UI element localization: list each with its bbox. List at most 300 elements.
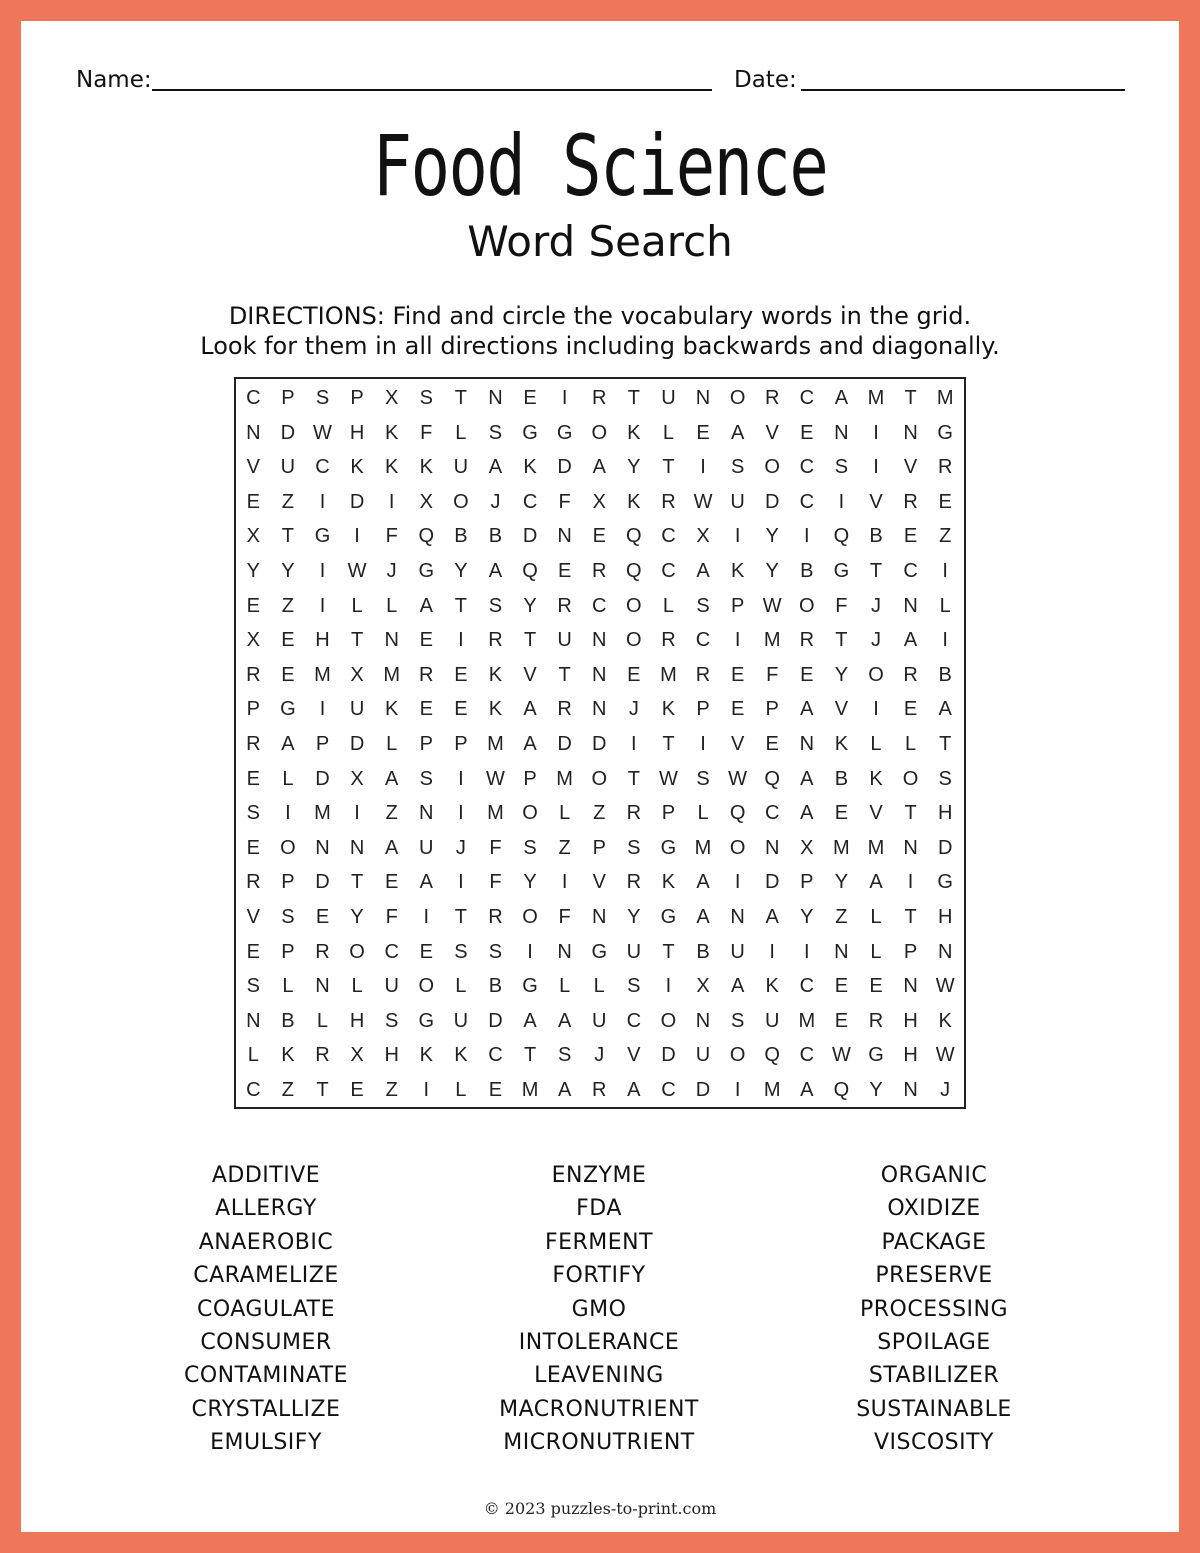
grid-letter[interactable]: W [693, 490, 713, 513]
grid-letter[interactable]: T [523, 1044, 537, 1067]
grid-letter[interactable]: D [557, 456, 572, 479]
grid-letter[interactable]: L [697, 802, 709, 825]
grid-letter[interactable]: C [799, 975, 815, 998]
grid-letter[interactable]: K [661, 698, 676, 721]
grid-letter[interactable]: I [769, 940, 775, 963]
grid-letter[interactable]: F [489, 836, 502, 859]
grid-letter[interactable]: A [557, 1079, 572, 1101]
grid-letter[interactable]: J [594, 1044, 605, 1067]
grid-letter[interactable]: X [696, 975, 710, 998]
grid-letter[interactable]: R [661, 490, 676, 513]
grid-letter[interactable]: Y [869, 1079, 883, 1101]
grid-letter[interactable]: I [319, 698, 326, 721]
grid-letter[interactable]: I [734, 525, 741, 548]
grid-letter[interactable]: G [660, 836, 677, 859]
grid-letter[interactable]: P [246, 698, 260, 721]
grid-letter[interactable]: I [423, 906, 430, 928]
grid-letter[interactable]: F [385, 906, 398, 928]
grid-letter[interactable]: N [730, 906, 745, 928]
grid-letter[interactable]: N [246, 1009, 261, 1032]
grid-letter[interactable]: I [873, 421, 879, 444]
grid-letter[interactable]: X [350, 767, 364, 790]
grid-letter[interactable]: N [557, 525, 572, 548]
grid-letter[interactable]: D [315, 871, 330, 894]
grid-letter[interactable]: G [556, 421, 573, 444]
grid-letter[interactable]: L [559, 802, 571, 825]
grid-letter[interactable]: S [246, 975, 260, 998]
grid-letter[interactable]: L [351, 975, 363, 998]
grid-letter[interactable]: Z [281, 1079, 294, 1101]
grid-letter[interactable]: K [627, 421, 641, 444]
grid-letter[interactable]: R [246, 733, 261, 755]
grid-letter[interactable]: Y [246, 560, 260, 582]
grid-letter[interactable]: I [561, 387, 568, 409]
name-field[interactable] [152, 89, 712, 91]
grid-letter[interactable]: E [246, 767, 260, 790]
grid-letter[interactable]: D [764, 490, 780, 513]
grid-letter[interactable]: A [730, 975, 745, 998]
grid-letter[interactable]: Q [764, 767, 780, 790]
grid-letter[interactable]: D [315, 767, 330, 790]
grid-letter[interactable]: K [938, 1009, 952, 1032]
grid-letter[interactable]: B [696, 940, 710, 963]
grid-letter[interactable]: N [834, 421, 849, 444]
grid-letter[interactable]: N [834, 940, 849, 963]
grid-letter[interactable]: E [696, 421, 710, 444]
grid-letter[interactable]: G [591, 940, 608, 963]
grid-letter[interactable]: A [419, 594, 433, 617]
grid-letter[interactable]: X [350, 1044, 364, 1067]
grid-letter[interactable]: D [764, 871, 780, 894]
grid-letter[interactable]: W [762, 594, 782, 617]
grid-letter[interactable]: I [838, 490, 845, 513]
grid-letter[interactable]: L [455, 975, 467, 998]
grid-letter[interactable]: O [522, 906, 538, 928]
grid-letter[interactable]: E [419, 629, 433, 652]
grid-letter[interactable]: U [764, 1009, 780, 1032]
grid-letter[interactable]: Q [626, 560, 642, 582]
grid-letter[interactable]: W [728, 767, 748, 790]
grid-letter[interactable]: Z [385, 802, 398, 825]
grid-letter[interactable]: V [765, 421, 779, 444]
grid-letter[interactable]: A [488, 560, 503, 582]
grid-letter[interactable]: F [420, 421, 433, 444]
grid-letter[interactable]: E [903, 525, 918, 548]
grid-letter[interactable]: S [730, 1009, 745, 1032]
grid-letter[interactable]: X [350, 663, 364, 686]
grid-letter[interactable]: O [453, 490, 469, 513]
grid-letter[interactable]: N [764, 836, 780, 859]
grid-letter[interactable]: D [349, 733, 365, 755]
grid-letter[interactable]: W [347, 560, 367, 582]
grid-letter[interactable]: H [349, 1009, 365, 1032]
grid-letter[interactable]: W [935, 975, 955, 998]
grid-letter[interactable]: M [798, 1009, 816, 1032]
grid-letter[interactable]: D [557, 733, 572, 755]
grid-letter[interactable]: C [799, 490, 815, 513]
grid-letter[interactable]: E [592, 525, 606, 548]
grid-letter[interactable]: O [591, 767, 608, 790]
grid-letter[interactable]: E [454, 698, 468, 721]
grid-letter[interactable]: V [834, 698, 849, 721]
grid-letter[interactable]: S [696, 767, 710, 790]
grid-letter[interactable]: Y [523, 594, 537, 617]
grid-letter[interactable]: L [870, 906, 882, 928]
grid-letter[interactable]: N [799, 733, 815, 755]
grid-letter[interactable]: H [315, 629, 330, 652]
grid-letter[interactable]: S [557, 1044, 572, 1067]
grid-letter[interactable]: A [557, 1009, 572, 1032]
grid-letter[interactable]: L [870, 940, 882, 963]
grid-letter[interactable]: B [281, 1009, 295, 1032]
grid-letter[interactable]: C [661, 560, 676, 582]
grid-letter[interactable]: O [660, 1009, 677, 1032]
grid-letter[interactable]: M [694, 836, 712, 859]
grid-letter[interactable]: G [937, 421, 953, 444]
grid-letter[interactable]: S [488, 594, 503, 617]
grid-letter[interactable]: F [835, 594, 848, 617]
grid-letter[interactable]: Z [281, 594, 294, 617]
grid-letter[interactable]: E [903, 698, 918, 721]
grid-letter[interactable]: N [488, 387, 503, 409]
grid-letter[interactable]: I [319, 594, 326, 617]
grid-letter[interactable]: O [418, 975, 435, 998]
grid-letter[interactable]: S [419, 767, 433, 790]
grid-letter[interactable]: T [316, 1079, 329, 1101]
grid-letter[interactable]: T [350, 871, 364, 894]
grid-letter[interactable]: Y [834, 871, 849, 894]
grid-letter[interactable]: G [937, 871, 953, 894]
grid-letter[interactable]: D [488, 1009, 503, 1032]
grid-letter[interactable]: D [937, 836, 953, 859]
grid-letter[interactable]: S [834, 456, 849, 479]
grid-letter[interactable]: C [661, 1079, 676, 1101]
grid-letter[interactable]: Y [765, 525, 779, 548]
grid-letter[interactable]: S [419, 387, 433, 409]
grid-letter[interactable]: M [383, 663, 400, 686]
grid-letter[interactable]: F [766, 663, 779, 686]
grid-letter[interactable]: A [903, 629, 918, 652]
grid-letter[interactable]: M [660, 663, 677, 686]
grid-letter[interactable]: X [385, 387, 399, 409]
grid-letter[interactable]: E [730, 698, 745, 721]
grid-letter[interactable]: O [799, 594, 815, 617]
grid-letter[interactable]: T [904, 802, 917, 825]
grid-letter[interactable]: T [835, 629, 848, 652]
grid-letter[interactable]: E [419, 940, 433, 963]
grid-letter[interactable]: D [661, 1044, 676, 1067]
grid-letter[interactable]: P [281, 387, 295, 409]
grid-letter[interactable]: T [558, 663, 571, 686]
grid-letter[interactable]: U [419, 836, 434, 859]
grid-letter[interactable]: V [869, 802, 883, 825]
grid-letter[interactable]: N [315, 975, 330, 998]
grid-letter[interactable]: L [455, 1079, 467, 1101]
grid-letter[interactable]: H [937, 906, 953, 928]
grid-letter[interactable]: A [800, 698, 814, 721]
grid-letter[interactable]: P [523, 767, 537, 790]
grid-letter[interactable]: E [869, 975, 883, 998]
grid-letter[interactable]: R [592, 387, 607, 409]
grid-letter[interactable]: A [523, 698, 537, 721]
grid-letter[interactable]: N [903, 975, 918, 998]
grid-letter[interactable]: E [385, 871, 399, 894]
grid-letter[interactable]: O [522, 802, 538, 825]
grid-letter[interactable]: R [592, 560, 607, 582]
grid-letter[interactable]: I [319, 490, 326, 513]
grid-letter[interactable]: R [246, 871, 261, 894]
grid-letter[interactable]: I [458, 871, 464, 894]
grid-letter[interactable]: L [593, 975, 605, 998]
grid-letter[interactable]: R [626, 802, 642, 825]
grid-letter[interactable]: U [661, 387, 676, 409]
grid-letter[interactable]: G [833, 560, 850, 582]
grid-letter[interactable]: E [246, 594, 260, 617]
grid-letter[interactable]: P [315, 733, 330, 755]
grid-letter[interactable]: P [281, 871, 295, 894]
grid-letter[interactable]: K [661, 871, 676, 894]
grid-letter[interactable]: N [349, 836, 365, 859]
grid-letter[interactable]: U [349, 698, 365, 721]
grid-letter[interactable]: N [695, 1009, 711, 1032]
grid-letter[interactable]: S [488, 940, 503, 963]
grid-letter[interactable]: T [350, 629, 364, 652]
grid-letter[interactable]: D [349, 490, 365, 513]
grid-letter[interactable]: S [454, 940, 468, 963]
grid-letter[interactable]: K [627, 490, 641, 513]
grid-letter[interactable]: C [764, 802, 780, 825]
grid-letter[interactable]: N [903, 1079, 918, 1101]
grid-letter[interactable]: I [631, 733, 637, 755]
grid-letter[interactable]: W [935, 1044, 955, 1067]
grid-letter[interactable]: M [521, 1079, 539, 1101]
grid-letter[interactable]: C [246, 387, 261, 409]
grid-letter[interactable]: Y [627, 456, 641, 479]
grid-letter[interactable]: M [867, 836, 885, 859]
grid-letter[interactable]: W [831, 1044, 851, 1067]
grid-letter[interactable]: Q [418, 525, 435, 548]
grid-letter[interactable]: E [938, 490, 952, 513]
grid-letter[interactable]: J [386, 560, 397, 582]
grid-letter[interactable]: A [419, 871, 433, 894]
grid-letter[interactable]: J [628, 698, 639, 721]
grid-letter[interactable]: E [800, 421, 814, 444]
grid-letter[interactable]: G [280, 698, 296, 721]
grid-letter[interactable]: J [940, 1079, 951, 1101]
grid-letter[interactable]: K [350, 456, 364, 479]
grid-letter[interactable]: T [939, 733, 952, 755]
grid-letter[interactable]: V [627, 1044, 641, 1067]
grid-letter[interactable]: C [661, 525, 676, 548]
grid-letter[interactable]: Y [834, 663, 849, 686]
grid-letter[interactable]: N [592, 663, 607, 686]
grid-letter[interactable]: N [384, 629, 399, 652]
grid-letter[interactable]: F [558, 490, 571, 513]
grid-letter[interactable]: H [937, 802, 953, 825]
grid-letter[interactable]: S [730, 456, 745, 479]
grid-letter[interactable]: N [419, 802, 434, 825]
grid-letter[interactable]: U [280, 456, 296, 479]
grid-letter[interactable]: K [765, 975, 779, 998]
grid-letter[interactable]: T [454, 594, 467, 617]
grid-letter[interactable]: S [315, 387, 330, 409]
grid-letter[interactable]: A [696, 560, 710, 582]
grid-letter[interactable]: O [591, 421, 608, 444]
grid-letter[interactable]: X [696, 525, 710, 548]
grid-letter[interactable]: U [384, 975, 399, 998]
grid-letter[interactable]: Z [939, 525, 952, 548]
grid-letter[interactable]: I [907, 871, 914, 894]
grid-letter[interactable]: D [280, 421, 296, 444]
grid-letter[interactable]: U [626, 940, 642, 963]
grid-letter[interactable]: R [246, 663, 261, 686]
grid-letter[interactable]: R [661, 629, 676, 652]
grid-letter[interactable]: A [800, 767, 814, 790]
grid-letter[interactable]: S [385, 1009, 399, 1032]
grid-letter[interactable]: I [354, 802, 360, 825]
grid-letter[interactable]: A [385, 836, 399, 859]
grid-letter[interactable]: S [627, 975, 641, 998]
grid-letter[interactable]: K [488, 698, 503, 721]
grid-letter[interactable]: U [730, 940, 745, 963]
grid-letter[interactable]: O [729, 836, 746, 859]
grid-letter[interactable]: N [903, 836, 918, 859]
grid-letter[interactable]: K [419, 456, 433, 479]
grid-letter[interactable]: L [662, 594, 674, 617]
grid-letter[interactable]: O [729, 387, 746, 409]
grid-letter[interactable]: N [903, 421, 918, 444]
grid-letter[interactable]: O [626, 629, 642, 652]
grid-letter[interactable]: C [799, 456, 815, 479]
grid-letter[interactable]: G [522, 975, 538, 998]
grid-letter[interactable]: P [419, 733, 433, 755]
grid-letter[interactable]: L [455, 421, 467, 444]
grid-letter[interactable]: M [314, 802, 331, 825]
grid-letter[interactable]: R [695, 663, 711, 686]
grid-letter[interactable]: K [385, 456, 399, 479]
grid-letter[interactable]: T [904, 387, 917, 409]
grid-letter[interactable]: M [833, 836, 850, 859]
grid-letter[interactable]: E [246, 836, 260, 859]
grid-letter[interactable]: I [734, 1079, 741, 1101]
grid-letter[interactable]: A [696, 871, 710, 894]
grid-letter[interactable]: I [700, 456, 706, 479]
grid-letter[interactable]: M [556, 767, 573, 790]
grid-letter[interactable]: N [592, 906, 607, 928]
grid-letter[interactable]: E [730, 663, 745, 686]
grid-letter[interactable]: L [870, 733, 882, 755]
grid-letter[interactable]: H [903, 1009, 918, 1032]
grid-letter[interactable]: G [868, 1044, 884, 1067]
grid-letter[interactable]: Y [627, 906, 641, 928]
grid-letter[interactable]: C [488, 1044, 503, 1067]
grid-letter[interactable]: I [527, 940, 533, 963]
grid-letter[interactable]: C [384, 940, 399, 963]
grid-letter[interactable]: C [799, 1044, 815, 1067]
grid-letter[interactable]: I [804, 940, 810, 963]
grid-letter[interactable]: X [592, 490, 606, 513]
grid-letter[interactable]: T [904, 906, 917, 928]
grid-letter[interactable]: L [905, 733, 917, 755]
grid-letter[interactable]: R [488, 906, 503, 928]
grid-letter[interactable]: E [557, 560, 572, 582]
grid-letter[interactable]: B [800, 560, 814, 582]
grid-letter[interactable]: Y [350, 906, 364, 928]
grid-letter[interactable]: Z [281, 490, 294, 513]
grid-letter[interactable]: D [695, 1079, 711, 1101]
grid-letter[interactable]: T [869, 560, 883, 582]
grid-letter[interactable]: R [315, 1044, 330, 1067]
grid-letter[interactable]: J [455, 836, 466, 859]
grid-letter[interactable]: Q [833, 1079, 850, 1101]
grid-letter[interactable]: Y [800, 906, 814, 928]
grid-letter[interactable]: Y [765, 560, 779, 582]
grid-letter[interactable]: I [665, 975, 672, 998]
grid-letter[interactable]: K [730, 560, 745, 582]
grid-letter[interactable]: Z [558, 836, 571, 859]
grid-letter[interactable]: N [315, 836, 330, 859]
grid-letter[interactable]: N [592, 698, 607, 721]
grid-letter[interactable]: V [592, 871, 606, 894]
grid-letter[interactable]: L [662, 421, 674, 444]
grid-letter[interactable]: X [800, 836, 814, 859]
grid-letter[interactable]: I [561, 871, 568, 894]
grid-letter[interactable]: R [903, 490, 918, 513]
grid-letter[interactable]: Q [729, 802, 746, 825]
grid-letter[interactable]: A [765, 906, 779, 928]
grid-letter[interactable]: R [419, 663, 434, 686]
grid-letter[interactable]: X [246, 525, 260, 548]
grid-letter[interactable]: H [349, 421, 365, 444]
grid-letter[interactable]: G [522, 421, 538, 444]
grid-letter[interactable]: R [764, 387, 780, 409]
grid-letter[interactable]: A [627, 1079, 641, 1101]
grid-letter[interactable]: T [662, 940, 675, 963]
grid-letter[interactable]: L [247, 1044, 259, 1067]
grid-letter[interactable]: U [453, 1009, 469, 1032]
grid-letter[interactable]: E [281, 663, 295, 686]
grid-letter[interactable]: R [488, 629, 503, 652]
grid-letter[interactable]: Q [522, 560, 538, 582]
grid-letter[interactable]: A [385, 767, 399, 790]
grid-letter[interactable]: P [661, 802, 676, 825]
grid-letter[interactable]: O [902, 767, 919, 790]
grid-letter[interactable]: K [385, 421, 399, 444]
grid-letter[interactable]: O [349, 940, 365, 963]
grid-letter[interactable]: I [458, 629, 464, 652]
grid-letter[interactable]: W [486, 767, 505, 790]
grid-letter[interactable]: G [418, 1009, 435, 1032]
grid-letter[interactable]: M [867, 387, 885, 409]
grid-letter[interactable]: R [592, 1079, 607, 1101]
grid-letter[interactable]: B [834, 767, 849, 790]
grid-letter[interactable]: E [800, 663, 814, 686]
grid-letter[interactable]: V [730, 733, 745, 755]
grid-letter[interactable]: V [869, 490, 883, 513]
grid-letter[interactable]: K [454, 1044, 468, 1067]
grid-letter[interactable]: O [764, 456, 780, 479]
grid-letter[interactable]: Q [833, 525, 850, 548]
grid-letter[interactable]: I [734, 871, 741, 894]
grid-letter[interactable]: P [765, 698, 779, 721]
grid-letter[interactable]: O [729, 1044, 746, 1067]
grid-letter[interactable]: S [523, 836, 537, 859]
grid-letter[interactable]: Z [835, 906, 848, 928]
grid-letter[interactable]: K [419, 1044, 433, 1067]
grid-letter[interactable]: C [246, 1079, 261, 1101]
grid-letter[interactable]: T [627, 387, 640, 409]
grid-letter[interactable]: K [869, 767, 883, 790]
